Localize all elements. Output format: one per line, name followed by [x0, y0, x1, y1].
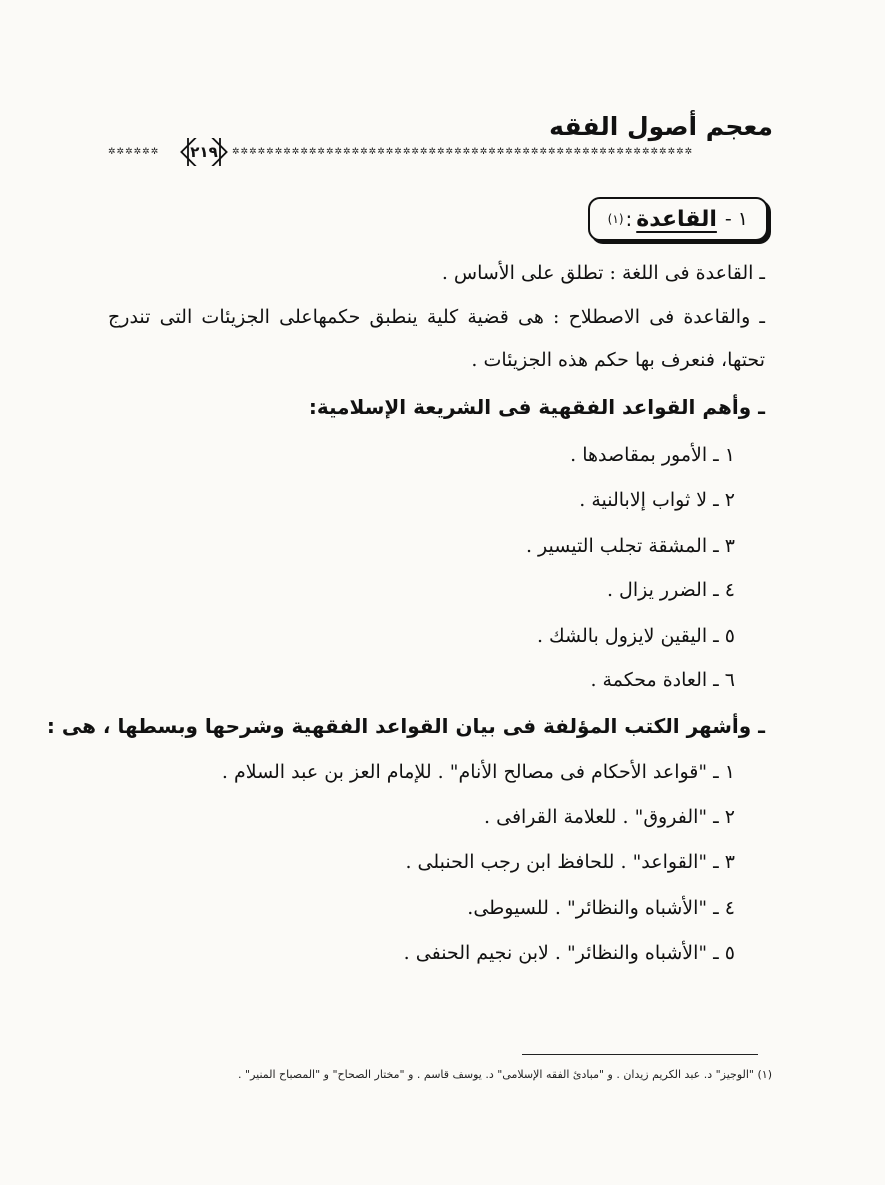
- technical-definition-line-1: ـ والقاعدة فى الاصطلاح : هى قضية كلية ينطبق حكمهاعلى الجزيئات التى تندرج: [108, 306, 765, 328]
- book-item: ١ ـ "قواعد الأحكام فى مصالح الأنام" . للإمام العز بن عبد السلام .: [221, 761, 735, 783]
- book-item: ٢ ـ "الفروق" . للعلامة القرافى .: [484, 806, 735, 828]
- technical-definition-line-2: تحتها، فنعرف بها حكم هذه الجزيئات .: [471, 349, 765, 371]
- header-ornament-band: [108, 138, 772, 166]
- rule-item: ٢ ـ لا ثواب إلابالنية .: [579, 489, 735, 511]
- entry-colon: :: [625, 207, 633, 231]
- rule-item: ٦ ـ العادة محكمة .: [590, 669, 735, 691]
- footnote-separator: [522, 1054, 758, 1055]
- entry-heading-box: [588, 197, 768, 241]
- entry-title: القاعدة: [636, 206, 717, 232]
- rosette-border-right: ✲✲✲✲✲✲✲✲✲✲✲✲✲✲✲✲✲✲✲✲✲✲✲✲✲✲✲✲✲✲✲✲✲✲✲✲✲✲✲✲✲✲✲✲✲✲✲✲✲✲✲✲✲✲: [232, 147, 694, 157]
- book-item: ٤ ـ "الأشباه والنظائر" . للسيوطى.: [467, 897, 735, 919]
- page-number: ٢١٩: [190, 143, 218, 161]
- rosette-border-left: ✲✲✲✲✲✲: [108, 147, 160, 157]
- books-section-heading: ـ وأشهر الكتب المؤلفة فى بيان القواعد الفقهية وشرحها وبسطها ، هى :: [46, 714, 765, 738]
- rule-item: ٣ ـ المشقة تجلب التيسير .: [525, 535, 735, 557]
- rules-section-heading: ـ وأهم القواعد الفقهية فى الشريعة الإسلامية:: [308, 395, 765, 419]
- rule-item: ٤ ـ الضرر يزال .: [606, 579, 735, 601]
- footnote-reference: (١): [607, 212, 624, 226]
- book-item: ٣ ـ "القواعد" . للحافظ ابن رجب الحنبلى .: [405, 851, 735, 873]
- entry-number: ١ -: [724, 208, 748, 230]
- linguistic-definition: ـ القاعدة فى اللغة : تطلق على الأساس .: [441, 262, 765, 284]
- running-header-title: معجم أصول الفقه: [549, 112, 773, 141]
- rule-item: ٥ ـ اليقين لايزول بالشك .: [536, 625, 735, 647]
- footnote: (١) "الوجيز" د. عبد الكريم زيدان . و "مبادئ الفقه الإسلامى" د. يوسف قاسم . و "مختار الصحاح" و "المصباح المنير" .: [238, 1068, 772, 1081]
- rule-item: ١ ـ الأمور بمقاصدها .: [570, 444, 735, 466]
- page-number-badge: [180, 138, 228, 166]
- book-item: ٥ ـ "الأشباه والنظائر" . لابن نجيم الحنفى .: [403, 942, 735, 964]
